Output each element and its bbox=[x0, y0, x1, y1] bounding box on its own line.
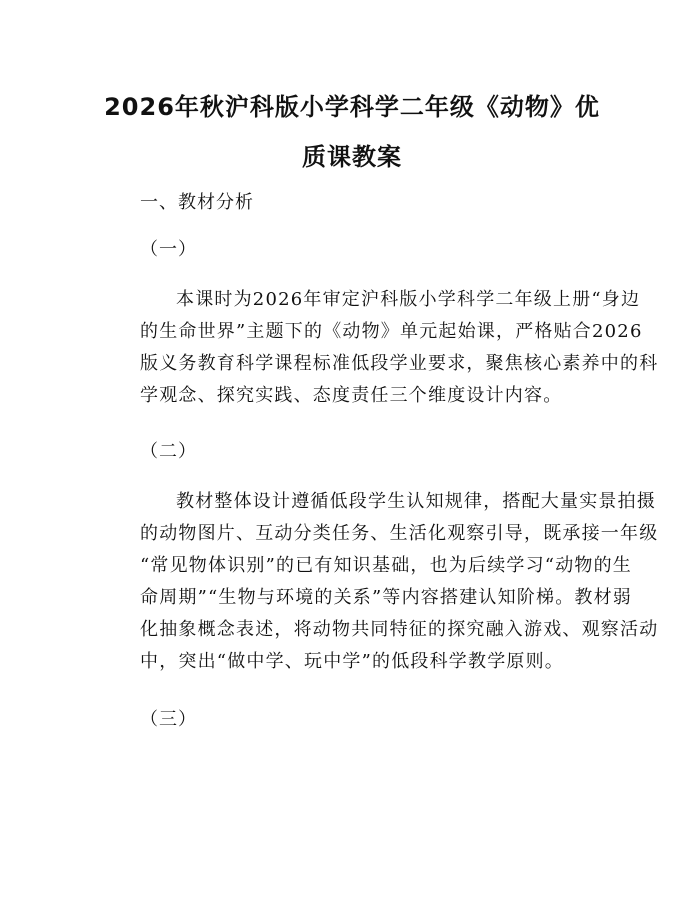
document-title bbox=[92, 82, 612, 182]
title-line-2: 质课教案 bbox=[302, 143, 402, 171]
paragraph-1-line: 本课时为2026年审定沪科版小学科学二年级上册“身边 bbox=[176, 289, 641, 310]
paragraph-2-line: 化抽象概念表述，将动物共同特征的探究融入游戏、观察活动 bbox=[140, 619, 659, 640]
paragraph-2 bbox=[104, 486, 659, 678]
paragraph-1-line: 版义务教育科学课程标准低段学业要求，聚焦核心素养中的科 bbox=[140, 353, 659, 374]
paragraph-1 bbox=[104, 284, 659, 412]
paragraph-2-line: “常见物体识别”的已有知识基础，也为后续学习“动物的生 bbox=[140, 555, 633, 576]
paragraph-1-line: 学观念、探究实践、态度责任三个维度设计内容。 bbox=[140, 385, 563, 406]
paragraph-2-line: 的动物图片、互动分类任务、生活化观察引导，既承接一年级 bbox=[140, 523, 659, 544]
title-line-1: 2026年秋沪科版小学科学二年级《动物》优 bbox=[104, 93, 600, 121]
section-heading-textbook-analysis: 一、教材分析 bbox=[140, 192, 254, 213]
paragraph-2-line: 教材整体设计遵循低段学生认知规律，搭配大量实景拍摄 bbox=[176, 491, 656, 512]
subsection-heading-3: （三） bbox=[140, 709, 197, 730]
paragraph-2-line: 中，突出“做中学、玩中学”的低段科学教学原则。 bbox=[140, 651, 565, 672]
paragraph-2-line: 命周期”“生物与环境的关系”等内容搭建认知阶梯。教材弱 bbox=[140, 587, 633, 608]
paragraph-1-line: 的生命世界”主题下的《动物》单元起始课，严格贴合2026 bbox=[140, 321, 643, 342]
subsection-heading-1: （一） bbox=[140, 239, 197, 260]
subsection-heading-2: （二） bbox=[140, 441, 197, 462]
